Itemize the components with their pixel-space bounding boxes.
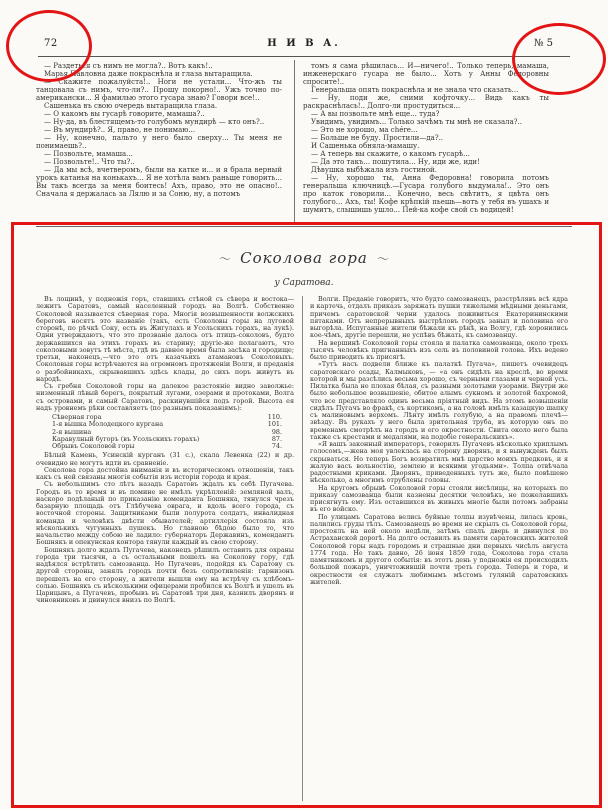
paragraph: — Позвольте!.. Что ты?.. — [44, 158, 135, 166]
paragraph: — Раздеться съ нимъ не могла?.. Вотъ какъ!.. — [44, 62, 213, 70]
paragraph: томъ я сама рѣшилась... И—ничего!.. Только теперь, мамаша, инженерскаго гусара не было... Хотъ у Анны Федоровны спросите!.. — [303, 62, 549, 86]
paragraph: Въ лощинѣ, у подножія горъ, ставшихъ стѣной съ сѣвера и востока—лежитъ Саратовъ, самый населенный городъ на Волгѣ. Собственно Соколовой называется сѣверная гора. Многія возвышенности волжскихъ береговъ носятъ это названіе (такъ, есть Соколовы горы на луговой сторонѣ, по рѣчкѣ Соку, есть въ Жигулахъ и Усольскихъ горахъ, на лукѣ). Одни утверждаютъ, что это прозваніе далось отъ птицъ-соколовъ, будто державшихся на этихъ горахъ въ старину; другіе-же полагаютъ, что соколовыми зовутъ тѣ мѣста, гдѣ въ давнее время была засѣка и городище; третьи, наконецъ,—что это отъ казачьихъ атамановъ Соколовыхъ. Соколовыя горы встрѣчаются на огромномъ протяженіи Волги, и преданія о разбойникахъ, скрывавшихъ здѣсь клады, до сихъ поръ живутъ въ народѣ. — [36, 296, 294, 383]
paragraph: Съ небольшимъ сто лѣтъ назадъ Саратовъ ждалъ къ себѣ Пугачева. Городъ въ то время и въ помине не имѣлъ укрѣпленій: земляной валъ, наскоро подѣланый по приказанію коменданта Бошняка, тянулся чрезъ базарную площадь отъ Глѣбучева оврага, и вдоль всего города, съ восточной стороны. Защитниками были полурота солдатъ, инвалидная команда и человѣкъ двѣсти обывателей; артиллерія состояла изъ нѣсколькихъ чугунныхъ пушекъ. Но главною бѣдою было то, что начальство между собою не ладило: губернаторъ Державинъ, комендантъ Бошнякъ и опекунская контора тянули каждый въ свою сторону. — [36, 480, 294, 547]
paragraph: По улицамъ Саратова велись буйные толпы изувѣчены, лилась кровь, палились груды тѣлъ. Самозванецъ во время не скрылъ съ Соколовой горы, простоялъ на ней около недѣли, затѣмъ спалъ дверь и двинулся по Астраханской дорогѣ. На долго оставилъ въ памяти саратовскихъ жителей Соколовой горы надъ городомъ и страшные дни первыхъ чисѣлъ августа 1774 года. Не такъ давно, 26 іюня 1859 года, Соколова гора стала памятникомъ и другого событія: въ этотъ день у подножія ея происходилъ большой пожаръ, уничтожившій почти треть города. Теперь и гора, и окрестности ея служатъ любимымъ мѣстомъ гуляній саратовскихъ жителей. — [310, 512, 568, 586]
height-label: 1-я вышка Молодецкого кургана — [52, 420, 164, 429]
paragraph: — Въ мундирѣ?.. Я, право, не понимаю... — [44, 126, 196, 134]
header-rule — [38, 56, 570, 57]
paragraph: «Тутъ насъ подвели ближе къ палаткѣ Пугача», пишетъ очевидецъ саратовскаго осады, Калмыковъ, — «а онъ сидѣлъ на креслѣ, во время которой и мы разсѣлись весьма хорошо, съ черными глазами и черной усъ. Пилатка была не плохая бѣлая, съ разными золотыми узорами. Внутри же было небольшое возвышеніе, обитое алымъ сукномъ и золотой бахромой, что все представляло одинъ весьма пріятный видъ. На этомъ возвышеніи сидѣлъ Пугачъ во фракѣ, съ кортикомъ, а на головѣ имѣлъ казацкую шапку съ малиновымъ верхомъ. Лѣнту имѣлъ голубую, а на правомъ плечѣ—звѣзду. Въ рукахъ у него была зрительная труба, въ которую онъ по временамъ смотрѣлъ на городъ и его окрестности. Свита около него была также съ крестами и медалями, на подобіе генеральскихъ». — [310, 360, 568, 441]
annotation-circle-issue-number — [512, 23, 606, 95]
flourish-ornament-icon: ～ — [219, 252, 232, 266]
paragraph: Бошнякъ долго ждалъ Пугачева, наконецъ рѣшилъ оставить для охраны города три тысячи, а съ остальными пошелъ на Соколову гору, гдѣ надѣялся встрѣтить самозванца. Но Пугачевъ, подойдя къ Саратову съ другой стороны, занялъ городъ почти безъ сопротивленія: гарнизонъ перешелъ на его сторону, а жители вышли ему на встрѣчу съ хлѣбомъ-солью. Бошнякъ съ нѣсколькими офицерами пробился къ Волгѣ и ушелъ въ Царицынъ, а Пугачевъ, пробывъ въ Саратовѣ три дня, казнилъ дворянъ и чиновниковъ и двинулся внизъ по Волгѣ. — [36, 545, 294, 605]
annotation-box-article — [11, 222, 602, 808]
paragraph: Увидимъ, увидимъ... Только зачѣмъ ты мнѣ не сказала?.. — [311, 118, 522, 126]
story-continuation-right — [303, 62, 549, 222]
height-value: 74. — [271, 442, 282, 450]
column-divider — [294, 60, 295, 222]
article-title: Соколова гора — [240, 249, 368, 267]
paragraph: — Ну, поди же, сними кофточку... Видь какъ ты раскраснѣлась!.. Долго-ли простудиться... — [303, 94, 549, 110]
paragraph: — А теперь вы скажите, о какомъ гусарѣ... — [311, 150, 470, 158]
paragraph: Марья Павловна даже покраснѣла и глаза вытаращила. — [44, 70, 253, 78]
paragraph: — Да мы всѣ, вчетверомъ, были на катке и... и я брала верный урокъ катанья на конькахъ... Я не хотѣла вамъ раньше говорить... Вы такъ всегда за меня боитесь! Ахъ, право, это не опасно!.. Сначала я держалась за Лялю и за Соню, ну, а потомъ — [36, 166, 282, 198]
paragraph: — Больше не буду. Простили—да?.. — [311, 134, 444, 142]
paragraph: — Ну, конечно, пальто у него было сверху... Ты меня не понимаешь?.. — [36, 134, 282, 150]
paragraph: — О какомъ вы гусарѣ говорите, мамаша?.. — [44, 110, 205, 118]
paragraph: На вершинѣ Соколовой горы стояла и палатка самозванца, около трехъ тысячъ человѣкъ пригнанныхъ изъ сель въ половиной голова. Ихъ ведено было приводить къ присягѣ. — [310, 338, 568, 361]
story-continuation-left — [36, 62, 282, 222]
height-label: 2-я вышина — [52, 427, 92, 436]
paragraph: Генеральша опять покраснѣла и не знала что сказать... — [311, 86, 519, 94]
height-label: Каравулный бугоръ (въ Усольскихъ горахъ) — [52, 434, 200, 443]
paragraph: — Это не хорошо, ма сhére... — [311, 126, 418, 134]
paragraph: — Да это такъ... пошутила... Ну, иди же, иди! — [311, 158, 480, 166]
paragraph: Волги. Преданіе говоритъ, что будто самозванецъ, разстрѣлявъ всѣ ядра и картечь, отдалъ приказъ заряжать пушки тяжелыми мѣдными деньгами, причемъ саратовской черни удалось поживиться Екатерининскими пятаками. Отъ непрерывныхъ выстрѣловъ городъ заныл и половина его выгорѣла. Испуганные жители бѣжали къ рѣкѣ, на Волгу, гдѣ хоронились кое-чѣмъ, другіе перешли, не успѣвъ бѣжать, къ самозванцу. — [310, 296, 568, 340]
paragraph: Съ гребня Соколовой горы на далекое разстояніе видно заволжье: низменный лѣвый берегъ, покрытый лугами, озерами и протоками, Волга съ островами, и самый Саратовъ, раскинувшійся подъ горой. Высота ея надъ уровнемъ рѣки составляетъ (по разнымъ показаніямъ): — [36, 382, 294, 412]
paragraph: — Ну, хорошо ты, Анна Федоровна! говорила потомъ генеральша ключницѣ.—Гусара голубого выдумала!.. Это онъ про каток говорили... Конечно, весь свѣтитъ, я цвѣта онъ голубого... Ахъ, ты! Кофе крѣпкій пьешь—вотъ у тебя въ ушахъ и шумитъ, слышишь ушло... Пей-ка кофе свой съ водицей! — [303, 174, 549, 214]
paragraph: — Ну-да, въ блестящемъ-то голубомъ мундирѣ — кто онъ?.. — [44, 118, 265, 126]
paragraph: Бѣлый Камень, Усинскій курганъ (31 с.), скала Левенка (22) и др. очевидно не могутъ идти въ сравненіе. — [36, 451, 294, 467]
paragraph: «Я вашъ законный императоръ, говорилъ Пугачевъ нѣсколько хриплымъ голосомъ,—жена моя увлеклась на сторону дворянъ, и я вынужденъ былъ скрываться. Но теперь Богъ возвратилъ мнѣ царство моихъ предковъ, и я жалую васъ вольностію, землею и всякими угодьями». Толпа отвѣчала радостными криками. Дворянъ, приведенныхъ тутъ же, было повѣшено нѣсколько, а многимъ отрублены головы. — [310, 440, 568, 485]
height-value: 87. — [271, 434, 282, 443]
height-value: 101. — [267, 420, 282, 429]
annotation-circle-page-number — [6, 10, 92, 82]
height-label: Обрывъ Соколовой горы — [52, 442, 135, 450]
paragraph: На кругомъ обрывѣ Соколовой горы стояли висѣлицы, на которыхъ по приказу самозванца были казнены десятки человѣкъ, не пожелавшихъ присягнуть ему. Изъ оставшихся въ живыхъ многіе были потомъ забраны въ его войско. — [310, 483, 568, 514]
paragraph: — Позвольте, мамаша... — [44, 150, 133, 158]
paragraph: Сашенька въ свою очередь вытаращила глаза. — [44, 102, 218, 110]
flourish-ornament-icon: ～ — [376, 252, 389, 266]
paragraph: И Сашенька обняла-мамашу. — [311, 142, 420, 150]
paragraph: — Скажите пожалуйста!.. Ноги не устали... Что-жъ ты танцовала съ нимъ, что-ли?.. Прошу покорно!.. Ужъ точно по-американски... Я фамилью этого гусара знаю? Говори все!.. — [36, 78, 282, 102]
height-value: 110. — [267, 413, 282, 421]
paragraph: Соколова гора достойна вниманія и въ историческомъ отношеніи, такъ какъ съ ней связаны многія событія изъ исторіи города и края. — [36, 465, 294, 481]
paragraph: Дѣвушка выбѣжала изъ гостиной. — [311, 166, 437, 174]
issue-number: № 5 — [534, 38, 554, 49]
height-label: Сѣверная гора — [52, 413, 102, 421]
paragraph: — А вы позвольте мнѣ еще... туда? — [311, 110, 440, 118]
page-number: 72 — [44, 38, 58, 49]
journal-title: Н И В А. — [267, 38, 341, 49]
article-subtitle: у Саратова. — [274, 278, 334, 288]
height-value: 98. — [271, 427, 282, 436]
